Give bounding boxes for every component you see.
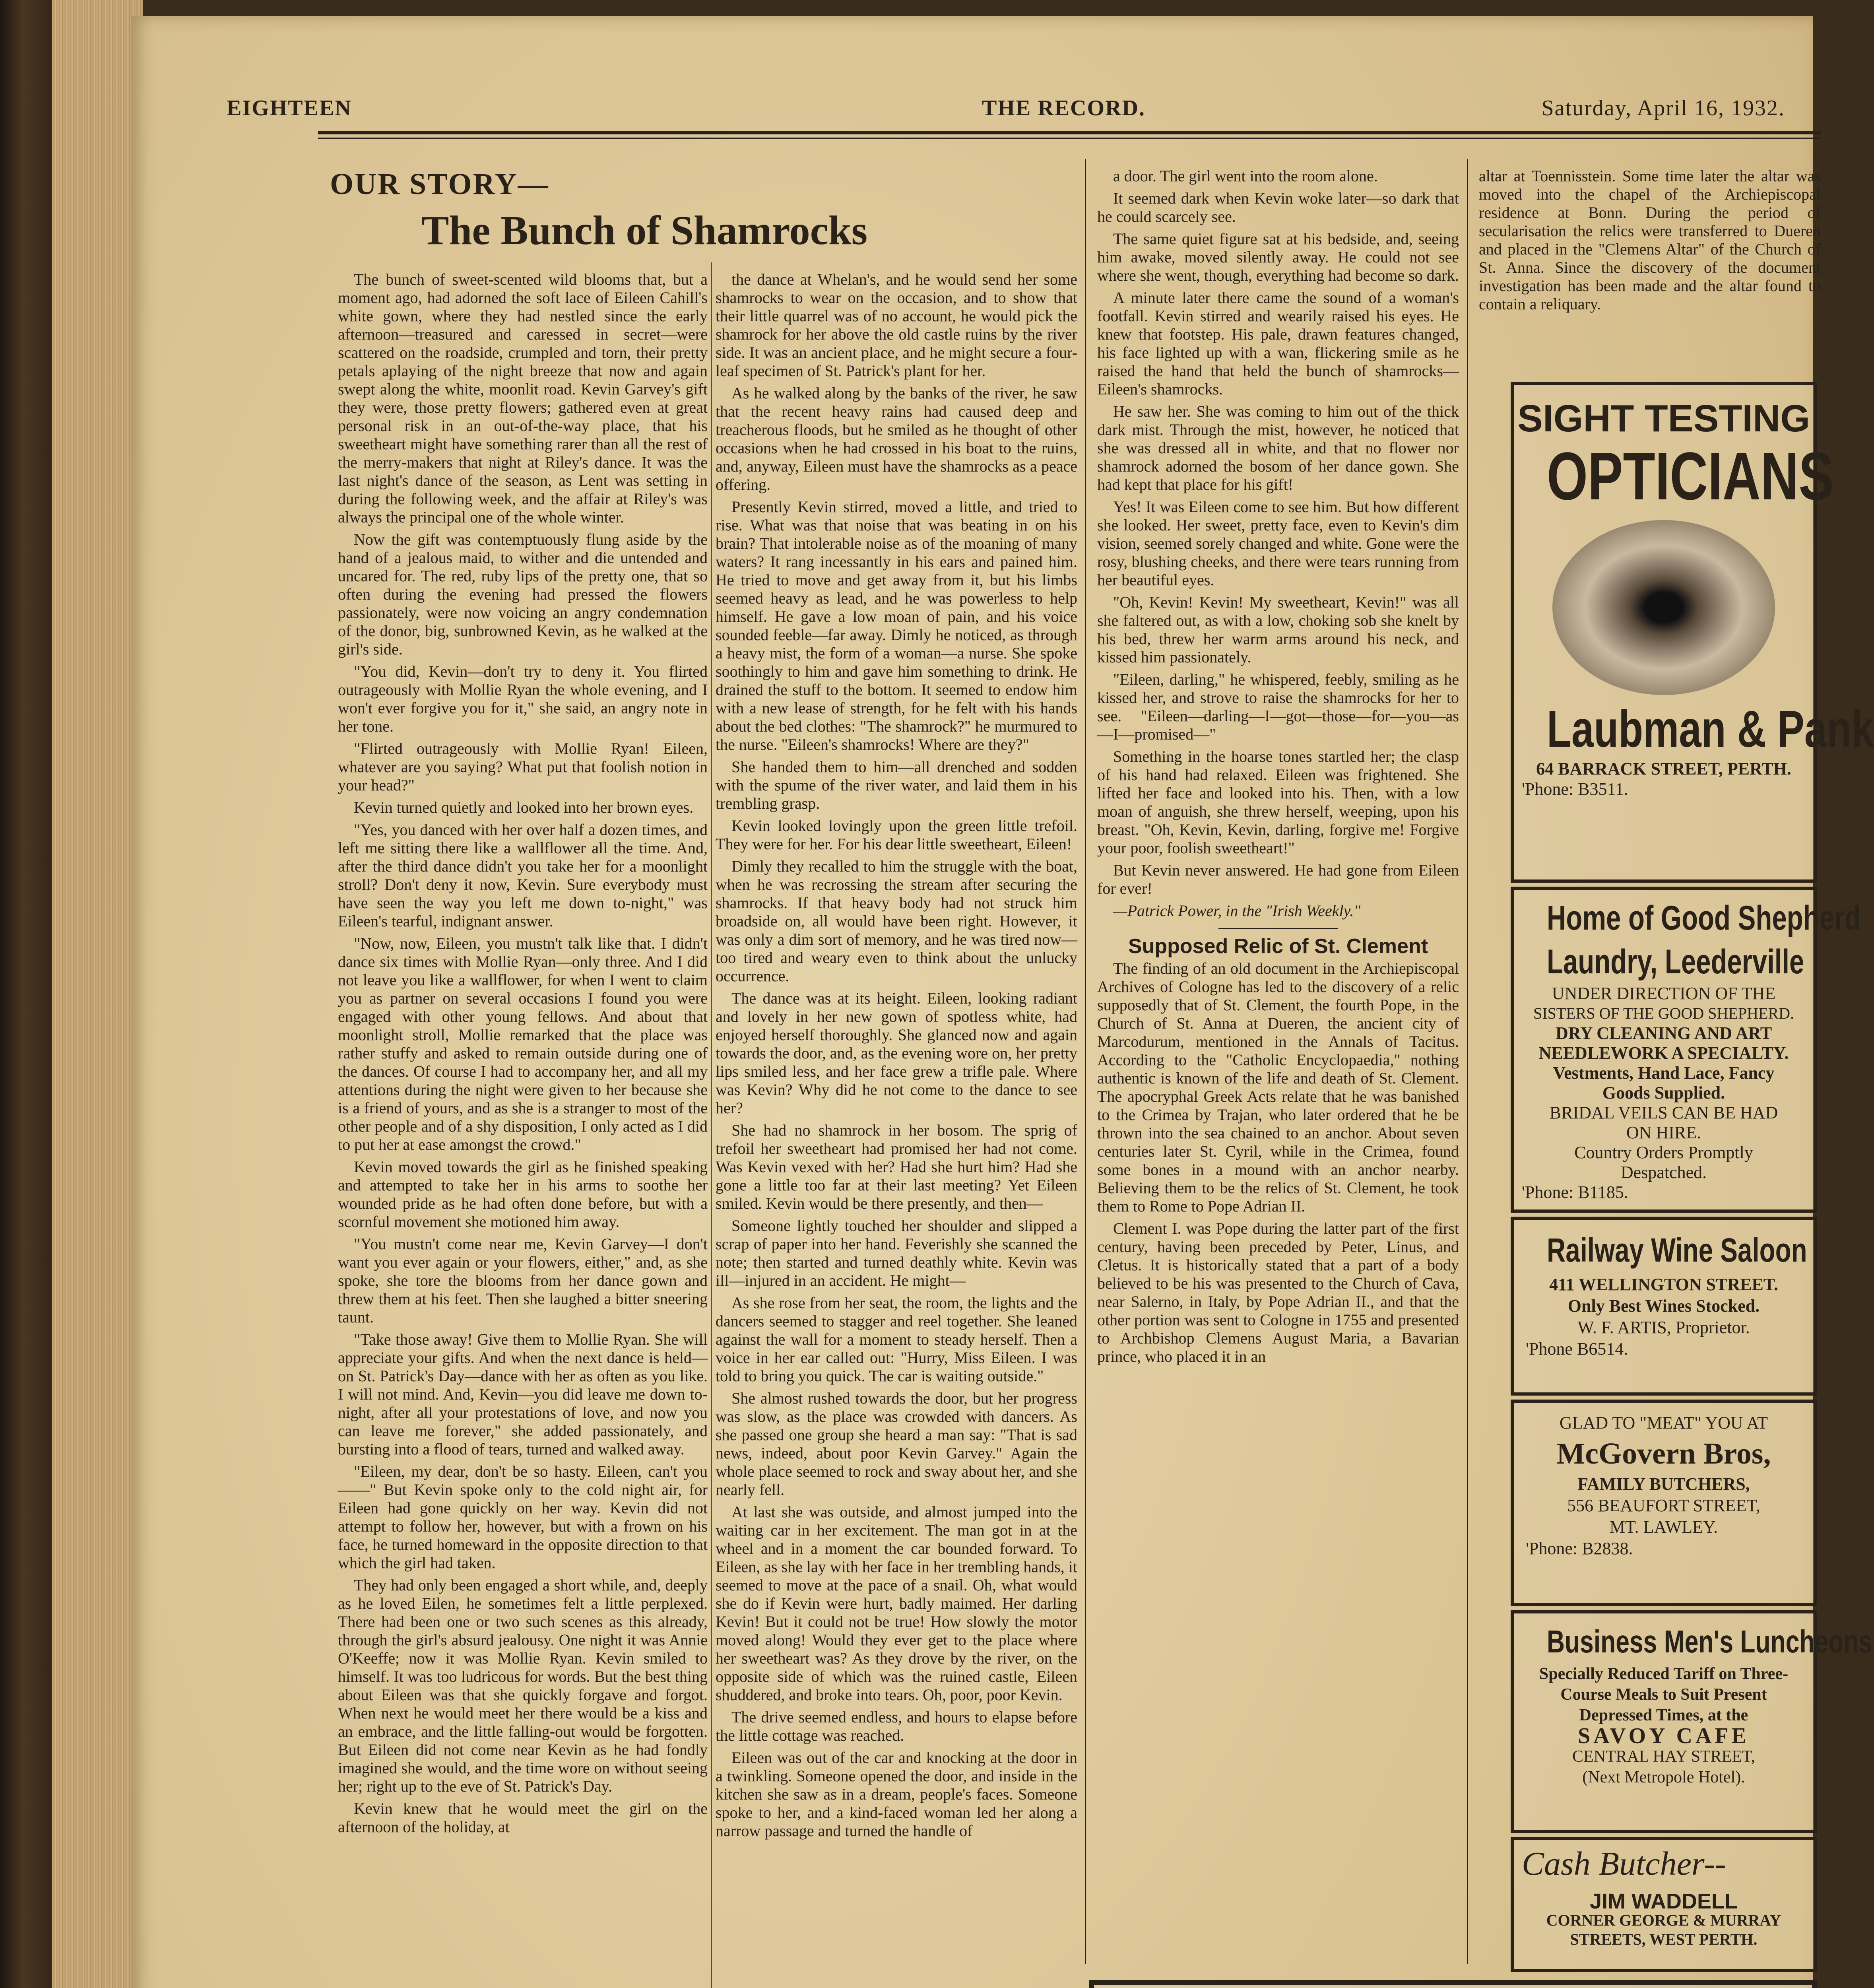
ad-text: JIM WADDELL [1590,1889,1738,1913]
paragraph: They had only been engaged a short while, and, deeply as he loved Eilen, he sometimes felt a little perplexed. There had been one or two such scenes as this already, through the girl's absurd jealousy. One night it was Annie O'Keeffe; now it was Mollie Ryan. Kevin smiled to himself. It was too ludricous for words. But the best thing about Eileen was that she quickly forgave and forgot. When next he would meet her there would be a kiss and an embrace, and the little falling-out would be forgotten. But Eileen did not come near Kevin as he had fondly imagined she would, and the time wore on without seeing her; right up to the eve of St. Patrick's Day. [338,1576,708,1795]
ad-heading: OPTICIANS [1546,439,1834,514]
ad-text: 411 WELLINGTON STREET. [1549,1275,1778,1294]
story-title: The Bunch of Shamrocks [421,208,868,253]
ad-text: ON HIRE. [1626,1123,1701,1142]
story-column-3 [1097,167,1459,1370]
paragraph: It seemed dark when Kevin woke later—so dark that he could scarcely see. [1097,189,1459,225]
paragraph: Someone lightly touched her shoulder and slipped a scrap of paper into her hand. Feverishly she scanned the note; then started and turned deathly white. Kevin was ill—injured in an accident. He might— [716,1217,1077,1289]
column-divider [1085,159,1086,1964]
masthead [227,95,1785,127]
paragraph: Kevin looked lovingly upon the green little trefoil. They were for her. For his dear little sweetheart, Eileen! [716,817,1077,853]
masthead-rule [318,131,1821,134]
paragraph: the dance at Whelan's, and he would send her some shamrocks to wear on the occasion, and to show that their little quarrel was of no account, he would pick the shamrock for her above the old castle ruins by the river side. It was an ancient place, and he might secure a four-leaf specimen of St. Patrick's plant for her. [716,270,1077,380]
ad-walshs [1089,1980,1817,1988]
paragraph: Kevin knew that he would meet the girl on the afternoon of the holiday, at [338,1800,708,1836]
ad-phone: 'Phone: B1185. [1522,1182,1628,1202]
ad-laubman-pank [1511,382,1874,883]
paragraph: "You mustn't come near me, Kevin Garvey—I don't want you ever again or your flowers, either," and, as she spoke, she tore the blooms from her dance gown and threw them at his feet. Then she laughed a bitter sneering taunt. [338,1235,708,1326]
paragraph: "Flirted outrageously with Mollie Ryan! Eileen, whatever are you saying? What put that foolish notion in your head?" [338,740,708,794]
paragraph: Dimly they recalled to him the struggle with the boat, when he was recrossing the stream after securing the shamrocks. If that heavy body had not struck him broadside on, all would have been right. However, it was only a dim sort of memory, and he was tired now—too tired and weary even to think about the unlucky occurrence. [716,857,1077,985]
paragraph: Kevin moved towards the girl as he finished speaking and attempted to take her in his arms to soothe her wounded pride as he had often done before, but with a scornful movement she motioned him away. [338,1158,708,1231]
ad-text: MT. LAWLEY. [1609,1517,1718,1537]
paragraph: The finding of an old document in the Archiepiscopal Archives of Cologne has led to the discovery of a relic supposedly that of St. Clement, the fourth Pope, in the Church of St. Anna at Dueren, the ancient city of Marcodurum, mentioned in the Annals of Tacitus. According to the "Catholic Encyclopaedia," nothing authentic is known of the life and death of St. Clement. The apocryphal Greek Acts relate that he was banished to the Crimea by Trajan, who later ordered that he be thrown into the sea chained to an anchor. About seven centuries later St. Cyril, while in the Crimea, found some bones in a mound with an anchor nearby. Believing them to be the relics of St. Clement, he took them to Rome to Pope Adrian II. [1097,959,1459,1215]
section-heading: OUR STORY— [330,167,549,201]
section-rule [1218,928,1338,929]
ad-text: (Next Metropole Hotel). [1582,1768,1745,1786]
page-edges [52,0,143,1988]
ad-phone: 'Phone: B3511. [1522,779,1628,799]
ad-phone: 'Phone: B2838. [1526,1539,1633,1558]
ad-address: 64 BARRACK STREET, PERTH. [1536,759,1791,779]
story-column-1 [338,270,708,1840]
ad-heading: Cash Butcher-- [1522,1845,1726,1882]
ad-text: CORNER GEORGE & MURRAY [1546,1911,1781,1929]
ad-text: BRIDAL VEILS CAN BE HAD [1549,1103,1778,1122]
ad-text: DRY CLEANING AND ART [1555,1023,1772,1043]
ad-text: Goods Supplied. [1602,1083,1725,1103]
paragraph: "Eileen, my dear, don't be so hasty. Eileen, can't you——" But Kevin spoke only to the cold night air, for Eileen had gone quickly on her way. Kevin did not attempt to follow her, however, but with a frown on his face, he turned homeward in the opposite direction to that which the girl had taken. [338,1462,708,1572]
book-binding [0,0,60,1988]
ad-text: Despatched. [1620,1163,1707,1182]
paragraph: The dance was at its height. Eileen, looking radiant and lovely in her new gown of spotless white, had enjoyed herself thoroughly. She glanced now and again towards the door, and, as the evening wore on, her pretty lips smiled less, and her face grew a trifle pale. Where was Kevin? Why did he not come to the dance to see her? [716,989,1077,1117]
issue-date: Saturday, April 16, 1932. [1541,96,1785,120]
relic-article-title: Supposed Relic of St. Clement [1128,935,1428,958]
paragraph: She almost rushed towards the door, but her progress was slow, as the place was crowded with dancers. As she passed one group she heard a man say: "That is sad news, indeed, about poor Kevin Garvey." Again the whole place seemed to rock and sway about her, and she nearly fell. [716,1389,1077,1499]
paper-title: THE RECORD. [982,96,1145,120]
paragraph: Kevin turned quietly and looked into her brown eyes. [354,798,694,816]
story-byline: —Patrick Power, in the "Irish Weekly." [1113,902,1361,920]
ad-text: STREETS, WEST PERTH. [1570,1930,1758,1948]
paragraph: As he walked along by the banks of the river, he saw that the recent heavy rains had caused deep and treacherous floods, but he smiled as he thought of other occasions when he had crossed in his boat to the ruins, and, anyway, Eileen must have the shamrocks as a peace offering. [716,384,1077,493]
paragraph: The same quiet figure sat at his bedside, and, seeing him awake, moved silently away. He could not see where she went, though, everything had become so dark. [1097,230,1459,284]
paragraph: She handed them to him—all drenched and sodden with the spume of the river water, and laid them in his trembling grasp. [716,758,1077,812]
ad-text: FAMILY BUTCHERS, [1577,1474,1750,1494]
ad-good-shepherd-laundry [1511,887,1861,1213]
paragraph: "Oh, Kevin! Kevin! My sweetheart, Kevin!" was all she faltered out, as with a low, choking sob she knelt by his bed, threw her warm arms around his neck, and kissed him passionately. [1097,593,1459,666]
column-divider [711,262,712,1988]
ad-text: Only Best Wines Stocked. [1567,1296,1760,1316]
ad-jim-waddell [1511,1837,1817,1972]
paragraph: The bunch of sweet-scented wild blooms that, but a moment ago, had adorned the soft lace of Eileen Cahill's white gown, where they had nestled since the early afternoon—treasured and caressed in secret—were scattered on the roadside, crumpled and torn, their pretty petals aplaying of the night breeze that now and again swept along the white, moonlit road. Kevin Garvey's gift they were, those pretty flowers; gathered even at great personal risk in an out-of-the-way place, that his sweetheart might have something rarer than all the rest of the merry-makers that night at Riley's dance. It was the last night's dance of the season, as Lent was setting in during the following week, and the affair at Riley's was always the principal one of the whole winter. [338,270,708,526]
ad-text: SAVOY CAFE [1577,1724,1750,1748]
paragraph: "Now, now, Eileen, you mustn't talk like that. I didn't dance six times with Mollie Ryan—only three. And I did not leave you like a wallflower, for when I went to claim you as partner on several occasions I found you were engaged with other young fellows. And about that moonlight stroll, Mollie remarked that the place was rather stuffy and asked to remain outside during one of the dances. Of course I had to accompany her, and all my attentions during the night were given to her because she is a friend of yours, and as she is a stranger to most of the other people and of a shy disposition, I only acted as I did to put her at ease amongst the crowd." [338,934,708,1153]
ad-text: Course Meals to Suit Present [1560,1685,1767,1704]
ad-text: Specially Reduced Tariff on Three- [1539,1665,1789,1683]
ad-railway-wine-saloon [1511,1217,1817,1396]
column-divider [1467,159,1468,1964]
paragraph: A minute later there came the sound of a woman's footfall. Kevin stirred and wearily raised his eyes. He knew that footstep. His pale, drawn features changed, his face lighted up with a wan, flickering smile as he raised the hand that held the bunch of shamrocks—Eileen's shamrocks. [1097,289,1459,398]
ad-heading: McGovern Bros, [1556,1437,1771,1470]
paragraph: He saw her. She was coming to him out of the thick dark mist. Through the mist, however, he noticed that she was dressed all in white, and that no flower nor shamrock adorned the bosom of her dance gown. She had kept that place for his gift! [1097,402,1459,493]
masthead-rule-thin [318,138,1821,139]
ad-phone: 'Phone B6514. [1526,1339,1628,1359]
paragraph: Presently Kevin stirred, moved a little, and tried to rise. What was that noise that was beating in on his brain? That intolerable noise as of the moaning of many waters? It rang incessantly in his ears and pained him. He tried to move and get away from it, but his limbs seemed heavy as lead, and he was powerless to help himself. He gave a low moan of pain, and his voice sounded feeble—far away. Dimly he noticed, as through a heavy mist, the form of a woman—a nurse. She spoke soothingly to him and gave him something to drink. He drained the stuff to the bottom. It seemed to endow him with a new lease of strength, for he felt with his hands about the bed clothes: "The shamrock?" he murmured to the nurse. "Eileen's shamrocks! Where are they?" [716,498,1077,753]
ad-heading: Railway Wine Saloon [1546,1231,1807,1269]
paragraph: Something in the hoarse tones startled her; the clasp of his hand had relaxed. Eileen was frightened. She lifted her face and looked into his. Then, with a low moan of anguish, she threw herself, weeping, upon his breast. "Oh, Kevin, Kevin, darling, forgive me! Forgive your poor, foolish sweetheart!" [1097,747,1459,857]
paragraph: a door. The girl went into the room alone. [1113,167,1378,185]
paragraph: "Eileen, darling," he whispered, feebly, smiling as he kissed her, and strove to raise the shamrocks for her to see. "Eileen—darling—I—got—those—for—you—as—I—promised—" [1097,670,1459,743]
paragraph: The drive seemed endless, and hours to elapse before the little cottage was reached. [716,1708,1077,1744]
paragraph: Clement I. was Pope during the latter part of the first century, having been preceded by Peter, Linus, and Cletus. It is historically stated that a part of a body believed to be his was presented to the Church of Cava, near Salerno, in Italy, by Pope Adrian II., and that the other portion was sent to Cologne in 1755 and presented to Archbishop Clemens August Maria, a Bavarian prince, who placed it in an [1097,1219,1459,1365]
ad-text: Vestments, Hand Lace, Fancy [1553,1063,1775,1083]
ad-savoy-cafe [1511,1610,1873,1833]
paragraph: altar at Toennisstein. Some time later the altar was moved into the chapel of the Archiepiscopal residence at Bonn. During the period of secularisation the relics were transferred to Dueren and placed in the "Clemens Altar" of the Church of St. Anna. Since the discovery of the document investigation has been made and the altar found to contain a reliquary. [1479,167,1821,313]
paragraph: Eileen was out of the car and knocking at the door in a twinkling. Someone opened the door, and inside in the kitchen she saw as in a dream, people's faces. Someone spoke to her, and a kind-faced woman led her along a narrow passage and turned the handle of [716,1749,1077,1840]
ad-text: Depressed Times, at the [1579,1706,1748,1724]
ad-mcgovern-bros [1511,1400,1817,1606]
ad-heading: SIGHT TESTING [1517,397,1810,440]
eye-illustration [1552,520,1775,695]
page-number: EIGHTEEN [227,96,352,120]
ad-text: GLAD TO "MEAT" YOU AT [1559,1413,1768,1433]
ad-heading: Laundry, Leederville [1546,943,1804,981]
paragraph: Yes! It was Eileen come to see him. But how different she looked. Her sweet, pretty face, even to Kevin's dim vision, seemed sorely changed and white. Gone were the rosy, blushing cheeks, and there were tears running from her beautiful eyes. [1097,498,1459,589]
paragraph: Now the gift was contemptuously flung aside by the hand of a jealous maid, to wither and die untended and uncared for. The red, ruby lips of the pretty one, that so often during the evening had pressed the flowers passionately, were now voicing an angry condemnation of the donor, big, sunbrowned Kevin, as he walked at the girl's side. [338,530,708,658]
ad-text: SISTERS OF THE GOOD SHEPHERD. [1533,1004,1794,1022]
ad-text: W. F. ARTIS, Proprietor. [1577,1318,1750,1337]
paragraph: "You did, Kevin—don't try to deny it. You flirted outrageously with Mollie Ryan the whole evening, and I won't ever forgive you for it," she said, an angry note in her tone. [338,662,708,735]
ad-text: CENTRAL HAY STREET, [1572,1747,1756,1766]
relic-column-continued [1479,167,1821,317]
ad-heading: Business Men's Luncheons [1546,1624,1873,1659]
paragraph: But Kevin never answered. He had gone from Eileen for ever! [1097,861,1459,897]
ad-brand: Laubman & Pank [1546,700,1874,758]
ad-heading: Home of Good Shepherd [1546,899,1861,937]
ad-text: NEEDLEWORK A SPECIALTY. [1538,1043,1789,1063]
paragraph: "Yes, you danced with her over half a dozen times, and left me sitting there like a wallflower all the time. And, after the third dance didn't you take her for a moonlight stroll? Don't deny it now, Kevin. Sure everybody must have seen the way you left me down to-night," was Eileen's tearful, indignant answer. [338,821,708,930]
story-column-2 [716,270,1077,1844]
ad-text: 556 BEAUFORT STREET, [1567,1496,1760,1515]
paragraph: At last she was outside, and almost jumped into the waiting car in her excitement. The man got in at the wheel and in a moment the car bounded forward. To Eileen, as she lay with her face in her trembling hands, it seemed to move at the pace of a snail. Oh, what would she do if Kevin were hurt, badly maimed. Her darling Kevin! But it could not be true! How slowly the motor moved along! Would they ever get to the place where her sweetheart was? As they drove by the river, on the opposite side of which was the ruined castle, Eileen shuddered, and broke into tears. Oh, poor, poor Kevin. [716,1503,1077,1704]
paragraph: "Take those away! Give them to Mollie Ryan. She will appreciate your gifts. And when the next dance is held—on St. Patrick's Day—dance with her as often as you like. I will not mind. And, Kevin—you did leave me down to-night, after all your protestations of love, and now you can leave me forever," she added passionately, and bursting into a flood of tears, turned and walked away. [338,1330,708,1458]
ad-text: UNDER DIRECTION OF THE [1552,984,1776,1003]
ad-text: Country Orders Promptly [1574,1143,1753,1162]
paragraph: She had no shamrock in her bosom. The sprig of trefoil her sweetheart had promised her had not come. Was Kevin vexed with her? Had she hurt him? Had she gone a little too far at their last meeting? Yet Eileen smiled. Kevin would be there presently, and then— [716,1121,1077,1212]
paragraph: As she rose from her seat, the room, the lights and the dancers seemed to stagger and reel together. She leaned against the wall for a moment to steady herself. Then a voice in her ear called out: "Hurry, Miss Eileen. I was told to bring you quick. The car is waiting outside." [716,1294,1077,1385]
